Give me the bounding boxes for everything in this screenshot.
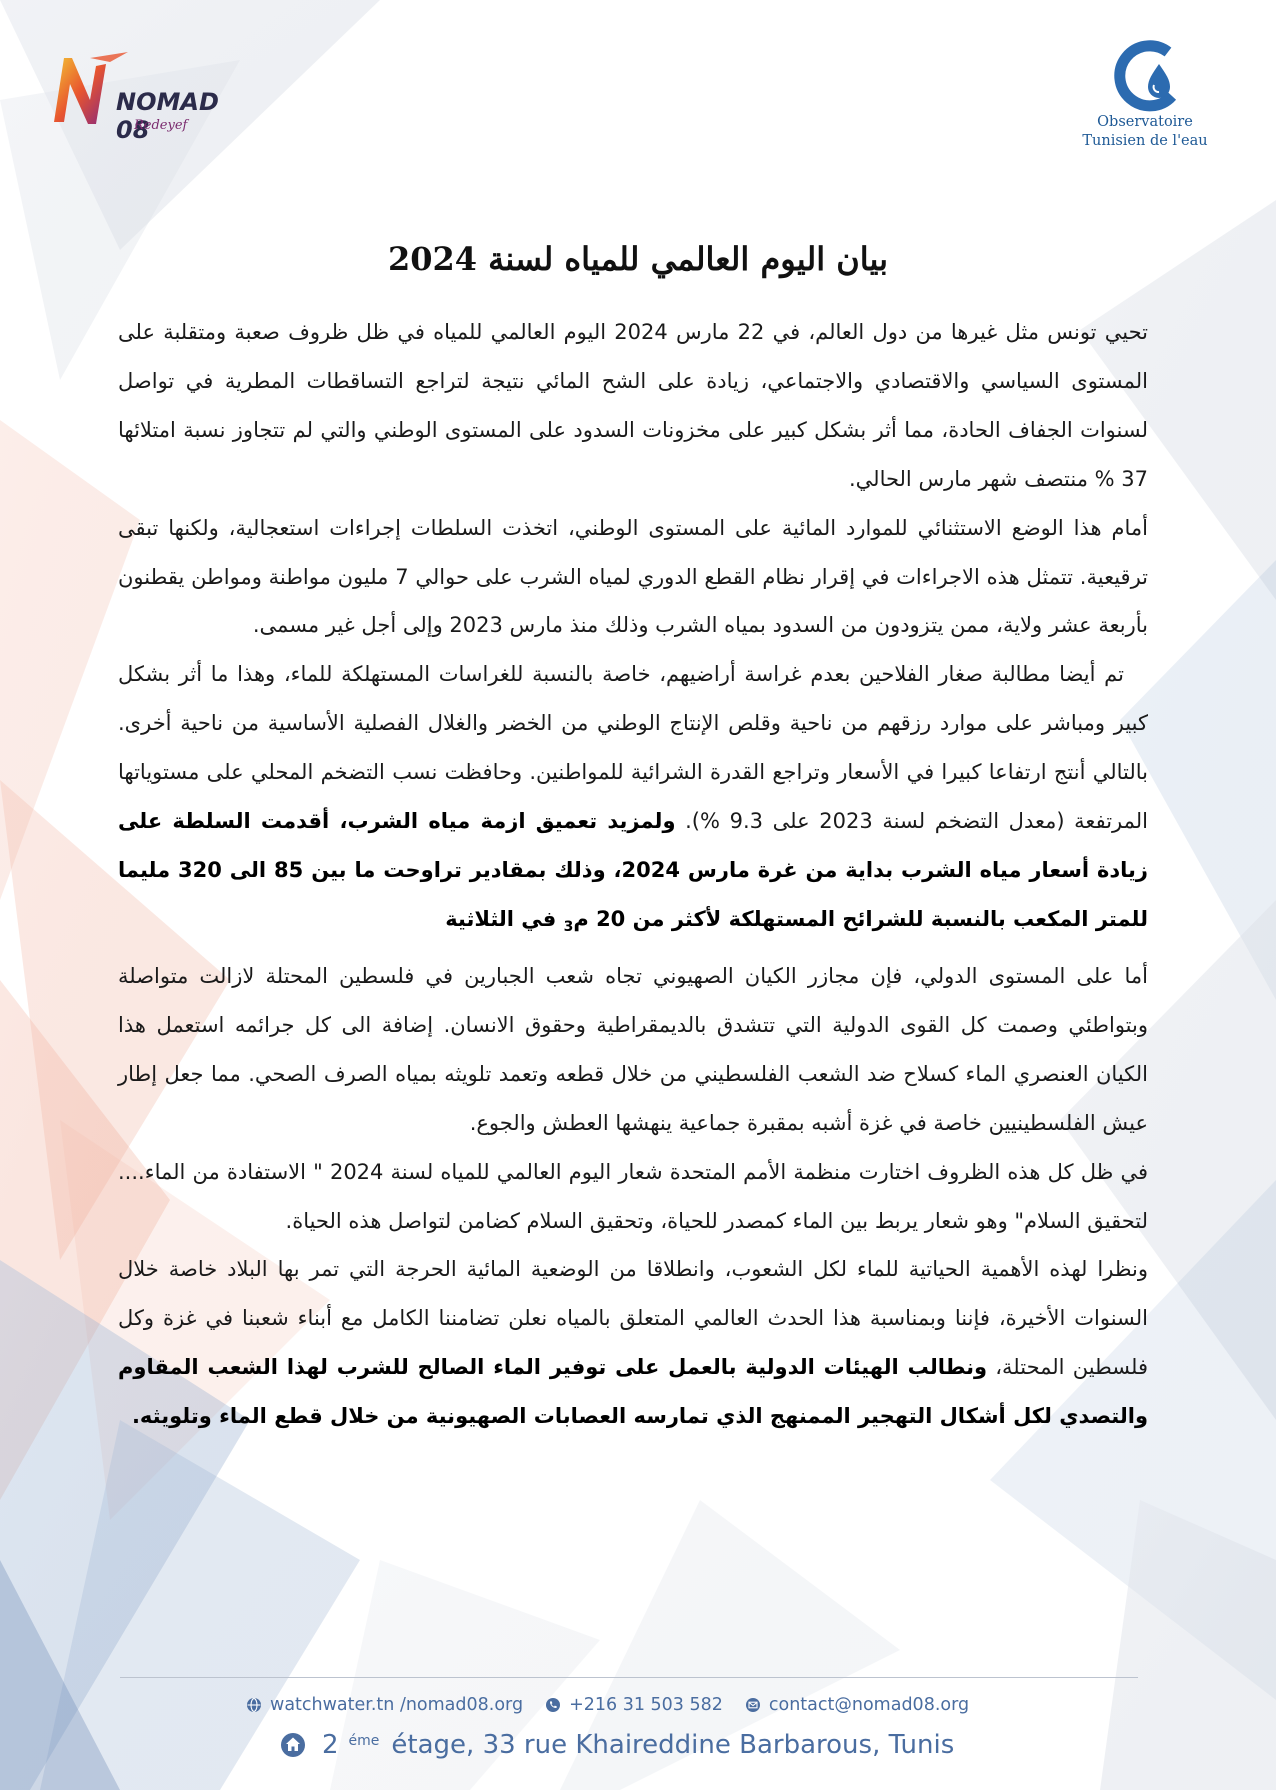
footer-phone-text[interactable]: +216 31 503 582 [569,1695,723,1715]
paragraph-6-text: ونظرا لهذه الأهمية الحياتية للماء لكل الشعوب، وانطلاقا من الوضعية المائية الحرجة التي تمر بها البلاد خاصة خلال السنوات الأخيرة، فإننا وبمناسبة هذا الحدث العالمي المتعلق بالمياه نعلن تضامننا الكامل مع أبناء شعبنا في غزة وكل فلسطين المحتلة، [118,1257,1148,1380]
globe-icon [246,1697,262,1713]
cubic-subscript: 3 [563,919,574,936]
address-superscript: éme [348,1733,380,1749]
footer-divider [120,1677,1138,1678]
paragraph-6-bold: ونطالب الهيئات الدولية بالعمل على توفير الماء الصالح للشرب لهذا الشعب المقاوم والتصدي لكل أشكال التهجير الممنهج الذي تمارسه العصابات الصهيونية من خلال قطع الماء وتلويثه. [118,1355,1148,1429]
paragraph-3 [118,650,1148,952]
nomad08-logo [50,50,240,144]
footer-email-text[interactable]: contact@nomad08.org [768,1695,970,1715]
paragraph-4: أما على المستوى الدولي، فإن مجازر الكيان الصهيوني تجاه شعب الجبارين في فلسطين المحتلة لازالت متواصلة وبتواطئي وصمت كل القوى الدولية التي تتشدق بالديمقراطية وحقوق الانسان. إضافة الى كل جرائمه استعمل هذا الكيان العنصري الماء كسلاح ضد الشعب الفلسطيني من خلال قطعه وتعمد تلويثه بمياه الصرف الصحي. مما جعل إطار عيش الفلسطينيين خاصة في غزة أشبه بمقبرة جماعية ينهشها العطش والجوع. [118,963,1148,1135]
logo-right-line2: Tunisien de l'eau [1082,133,1208,149]
paragraph-6 [118,1245,1148,1441]
footer-email[interactable] [745,1695,969,1715]
logo-left-subtitle: Redeyef [134,118,188,133]
document-title: بيان اليوم العالمي للمياه لسنة 2024 [387,240,889,278]
footer-address [280,1730,954,1760]
document-body [118,308,1148,1441]
home-icon [280,1732,306,1758]
paragraph-3-text: تم أيضا مطالبة صغار الفلاحين بعدم غراسة أراضيهم، خاصة بالنسبة للغراسات المستهلكة للماء، وهذا ما أثر بشكل كبير ومباشر على موارد رزقهم من ناحية وقلص الإنتاج الوطني من الخضر والغلال الفصلية الأساسية من ناحية أخرى. بالتالي أنتج ارتفاعا كبيرا في الأسعار وتراجع القدرة الشرائية للمواطنين. وحافظت نسب التضخم المحلي على مستوياتها المرتفعة (معدل التضخم لسنة 2023 على 9.3 %). [118,662,1148,834]
water-drop-circle-icon [1106,38,1184,116]
paragraph-2: أمام هذا الوضع الاستثنائي للموارد المائية على المستوى الوطني، اتخذت السلطات إجراءات استعجالية، ولكنها تبقى ترقيعية. تتمثل هذه الاجراءات في إقرار نظام القطع الدوري لمياه الشرب على حوالي 7 مليون مواطنة ومواطن يقطنون بأربعة عشر ولاية، ممن يتزودون من السدود بمياه الشرب وذلك منذ مارس 2023 وإلى أجل غير مسمى. [118,515,1149,638]
address-number: 2 [322,1730,339,1760]
paragraph-1: تحيي تونس مثل غيرها من دول العالم، في 22 مارس 2024 اليوم العالمي للمياه في ظل ظروف صعبة ومتقلبة على المستوى السياسي والاقتصادي والاجتماعي، زيادة على الشح المائي نتيجة لتراجع التساقطات المطرية في تواصل لسنوات الجفاف الحادة، مما أثر بشكل كبير على مخزونات السدود على المستوى الوطني والتي لم تتجاوز نسبة امتلائها 37 % منتصف شهر مارس الحالي. [118,320,1148,491]
logo-left-name: NOMAD 08 [116,88,219,144]
footer-web-text[interactable]: watchwater.tn /nomad08.org [270,1695,524,1715]
footer-phone[interactable] [545,1695,723,1715]
mail-icon [745,1697,761,1713]
observatoire-logo [1070,38,1220,158]
footer-contacts [246,1692,991,1718]
logo-right-line1: Observatoire [1097,114,1193,130]
paragraph-5: في ظل كل هذه الظروف اختارت منظمة الأمم المتحدة شعار اليوم العالمي للمياه لسنة 2024 " الاستفادة من الماء.... لتحقيق السلام" وهو شعار يربط بين الماء كمصدر للحياة، وتحقيق السلام كضامن لتواصل هذه الحياة. [118,1159,1149,1233]
paragraph-3-bold-a: ولمزيد تعميق ازمة مياه الشرب، أقدمت السلطة على زيادة أسعار مياه الشرب بداية من غرة مارس 2024، وذلك بمقادير تراوحت ما بين 85 الى 320 مليما للمتر المكعب بالنسبة للشرائح المستهلكة لأكثر من 20 م [118,809,1148,931]
phone-icon [545,1697,561,1713]
address-text: étage, 33 rue Khaireddine Barbarous, Tunis [391,1730,955,1760]
paragraph-3-bold-b: في الثلاثية [445,906,564,931]
footer-web[interactable] [246,1695,523,1715]
